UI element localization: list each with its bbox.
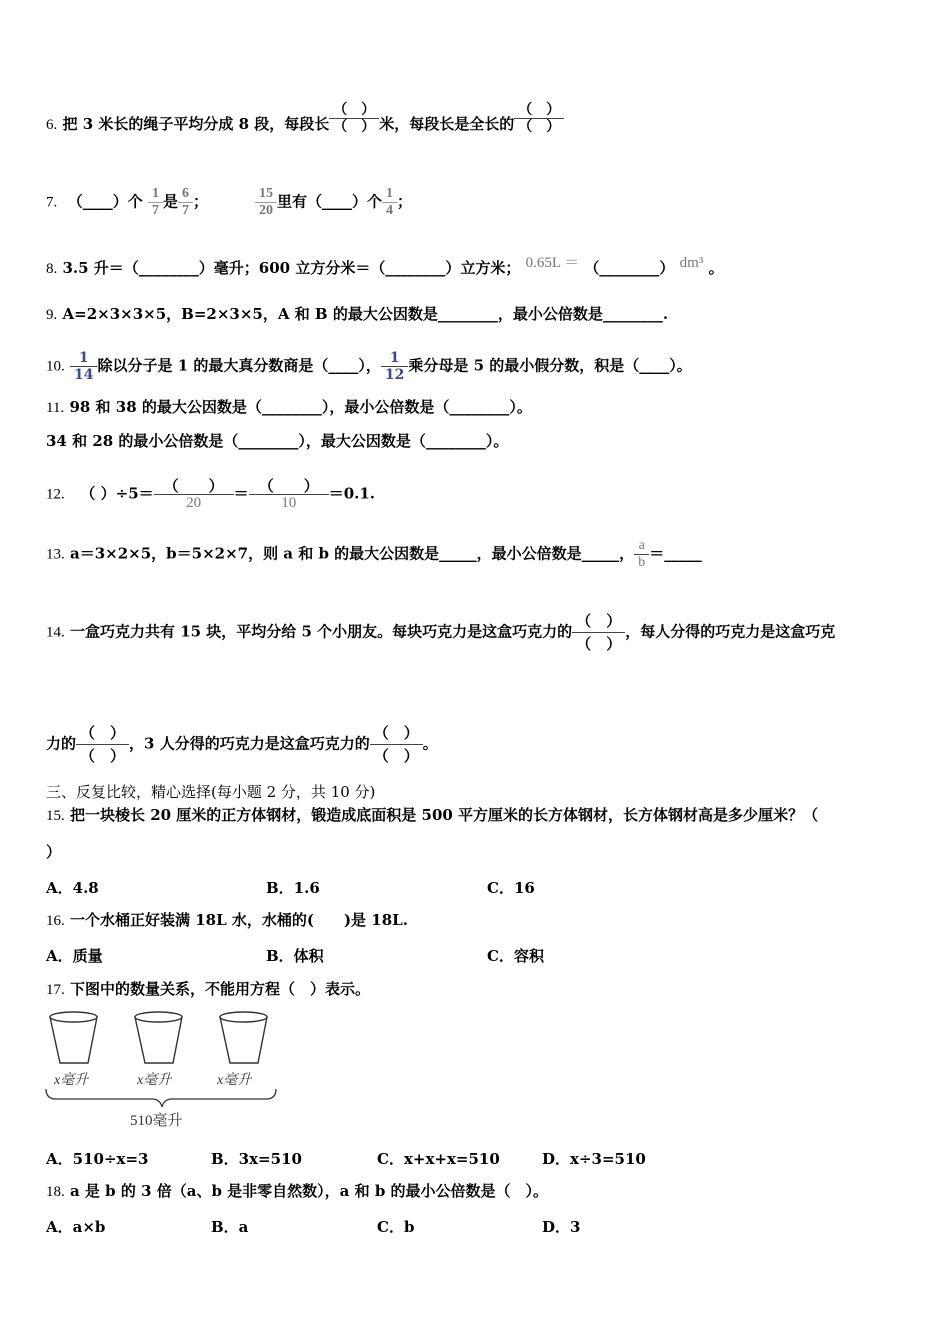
q7-text: 里有（____）个: [277, 192, 383, 211]
cup-3: [220, 1012, 267, 1063]
cup-1: [50, 1012, 97, 1063]
q7-fraction-1-4: $\frac{1}{4}$: [382, 186, 397, 219]
q18-option-c[interactable]: C．b: [377, 1218, 415, 1236]
q12-fraction-20: $\frac{( )}{20}$: [154, 478, 234, 511]
q6-fraction-2: $\frac{( )}{( )}$: [514, 102, 564, 135]
q7-blank-1: （____）: [67, 192, 128, 211]
cup-label-1: x毫升: [54, 1073, 89, 1088]
q15-option-c[interactable]: C．16: [487, 879, 535, 897]
q11-line1: 98 和 38 的最大公因数是（________），最小公倍数是（________）。: [69, 398, 532, 416]
q7-ge: 个: [127, 192, 143, 211]
total-label: 510毫升: [130, 1113, 183, 1129]
q18-option-b[interactable]: B．a: [211, 1218, 249, 1236]
question-14-line2: [46, 722, 438, 767]
q14-text1: 一盒巧克力共有 15 块，平均分给 5 个小朋友。每块巧克力是这盒巧克力的: [69, 622, 573, 641]
q14-fraction-1: $\frac{( )}{( )}$: [572, 610, 625, 655]
cup-label-2: x毫升: [137, 1073, 172, 1088]
q7-number: 7.: [46, 194, 58, 211]
cups-figure: [42, 1007, 282, 1132]
q8-blank: （________）: [584, 259, 675, 277]
q17-number: 17.: [46, 982, 65, 998]
q15-text: 把一块棱长 20 厘米的正方体钢材，锻造成底面积是 500 平方厘米的长方体钢材，长方体钢材高是多少厘米？（: [69, 806, 819, 824]
q15-number: 15.: [46, 808, 65, 824]
q7-fraction-6-7: $\frac{6}{7}$: [178, 186, 193, 219]
q16-option-a[interactable]: A．质量: [46, 947, 103, 965]
q12-end: ＝0.1.: [328, 484, 376, 503]
question-15: [46, 805, 818, 826]
q14-fraction-2: $\frac{( )}{( )}$: [76, 722, 129, 767]
q6-text1: 把 3 米长的绳子平均分成 8 段，每段长: [62, 115, 330, 133]
q15-close: ）: [46, 843, 62, 861]
q8-end: 。: [708, 259, 724, 277]
question-14: [46, 610, 835, 655]
q16-text: 一个水桶正好装满 18L 水，水桶的( )是 18L.: [69, 911, 408, 929]
q14-text3: 力的: [46, 734, 77, 753]
q10-text1: 除以分子是 1 的最大真分数商是（____），: [97, 356, 381, 375]
q11-line2: 34 和 28 的最小公倍数是（________），最大公因数是（________）。: [46, 432, 509, 450]
q16-number: 16.: [46, 913, 65, 929]
q9-text: A=2×3×3×5，B=2×3×5，A 和 B 的最大公因数是________，最小公倍数是________.: [62, 305, 669, 323]
q8-unit: dm³: [679, 255, 704, 271]
q18-option-d[interactable]: D．3: [542, 1218, 581, 1236]
q18-number: 18.: [46, 1184, 65, 1200]
q14-fraction-3: $\frac{( )}{( )}$: [370, 722, 423, 767]
q10-fraction-1-12: $\frac{1}{12}$: [381, 350, 408, 383]
question-8: [46, 255, 724, 279]
q6-number: 6.: [46, 117, 58, 133]
q14-text2: ，每人分得的巧克力是这盒巧克: [625, 622, 836, 641]
question-12: [46, 478, 375, 511]
question-9: [46, 304, 668, 325]
q17-option-b[interactable]: B．3x=510: [211, 1150, 302, 1168]
q18-option-a[interactable]: A．a×b: [46, 1218, 106, 1236]
cup-label-3: x毫升: [217, 1073, 252, 1088]
question-17: [46, 979, 370, 1000]
q13-text: a＝3×2×5，b＝5×2×7，则 a 和 b 的最大公因数是_____，最小公倍数是_____，: [69, 544, 635, 563]
q12-text1: （ ）÷5＝: [80, 484, 154, 503]
q15-option-a[interactable]: A．4.8: [46, 879, 99, 897]
q15-option-b[interactable]: B．1.6: [266, 879, 320, 897]
q16-option-c[interactable]: C．容积: [487, 947, 544, 965]
q14-text4: ，3 人分得的巧克力是这盒巧克力的: [129, 734, 370, 753]
q16-option-b[interactable]: B．体积: [266, 947, 324, 965]
section-3-title: 三、反复比较，精心选择(每小题 2 分，共 10 分): [46, 783, 376, 801]
q8-number: 8.: [46, 261, 58, 277]
question-16: [46, 910, 408, 931]
q7-end: ；: [397, 192, 413, 211]
q13-number: 13.: [46, 546, 65, 563]
question-11-line2: [46, 431, 508, 451]
q11-number: 11.: [46, 400, 65, 416]
q9-number: 9.: [46, 307, 58, 323]
q10-fraction-1-14: $\frac{1}{14}$: [70, 350, 97, 383]
q7-shi: 是: [162, 192, 178, 211]
question-18: [46, 1181, 548, 1202]
q13-fraction-a-b: $\frac{a}{b}$: [634, 538, 649, 571]
q14-text5: 。: [422, 734, 438, 753]
q10-text2: 乘分母是 5 的最小假分数，积是（____）。: [408, 356, 692, 375]
q17-option-a[interactable]: A．510÷x=3: [46, 1150, 149, 1168]
question-13: [46, 538, 702, 571]
question-10: [46, 350, 692, 383]
q17-text: 下图中的数量关系，不能用方程（ ）表示。: [69, 980, 370, 998]
q18-text: a 是 b 的 3 倍（a、b 是非零自然数），a 和 b 的最小公倍数是（ ）。: [69, 1182, 549, 1200]
q10-number: 10.: [46, 358, 65, 375]
question-7: [46, 186, 412, 219]
q8-text: 3.5 升＝（________）毫升；600 立方分米＝（________）立方米；: [62, 259, 521, 277]
cup-2: [135, 1012, 182, 1063]
q7-separator: ；: [192, 192, 208, 211]
brace: [46, 1089, 276, 1107]
q12-equals: ＝: [233, 484, 249, 503]
q12-number: 12.: [46, 486, 65, 503]
q6-text2: 米，每段长是全长的: [379, 115, 515, 133]
q7-fraction-15-20: $\frac{15}{20}$: [255, 186, 277, 219]
question-11: [46, 397, 532, 418]
q14-number: 14.: [46, 624, 65, 641]
question-6: [46, 101, 564, 135]
q17-option-d[interactable]: D．x÷3=510: [542, 1150, 646, 1168]
q13-end: ＝_____: [649, 544, 702, 563]
q17-option-c[interactable]: C．x+x+x=510: [377, 1150, 500, 1168]
q6-fraction-1: $\frac{( )}{( )}$: [329, 102, 379, 135]
q7-fraction-1-7: $\frac{1}{7}$: [148, 186, 163, 219]
q8-value: 0.65L ＝: [525, 255, 580, 271]
q12-fraction-10: $\frac{( )}{10}$: [249, 478, 329, 511]
